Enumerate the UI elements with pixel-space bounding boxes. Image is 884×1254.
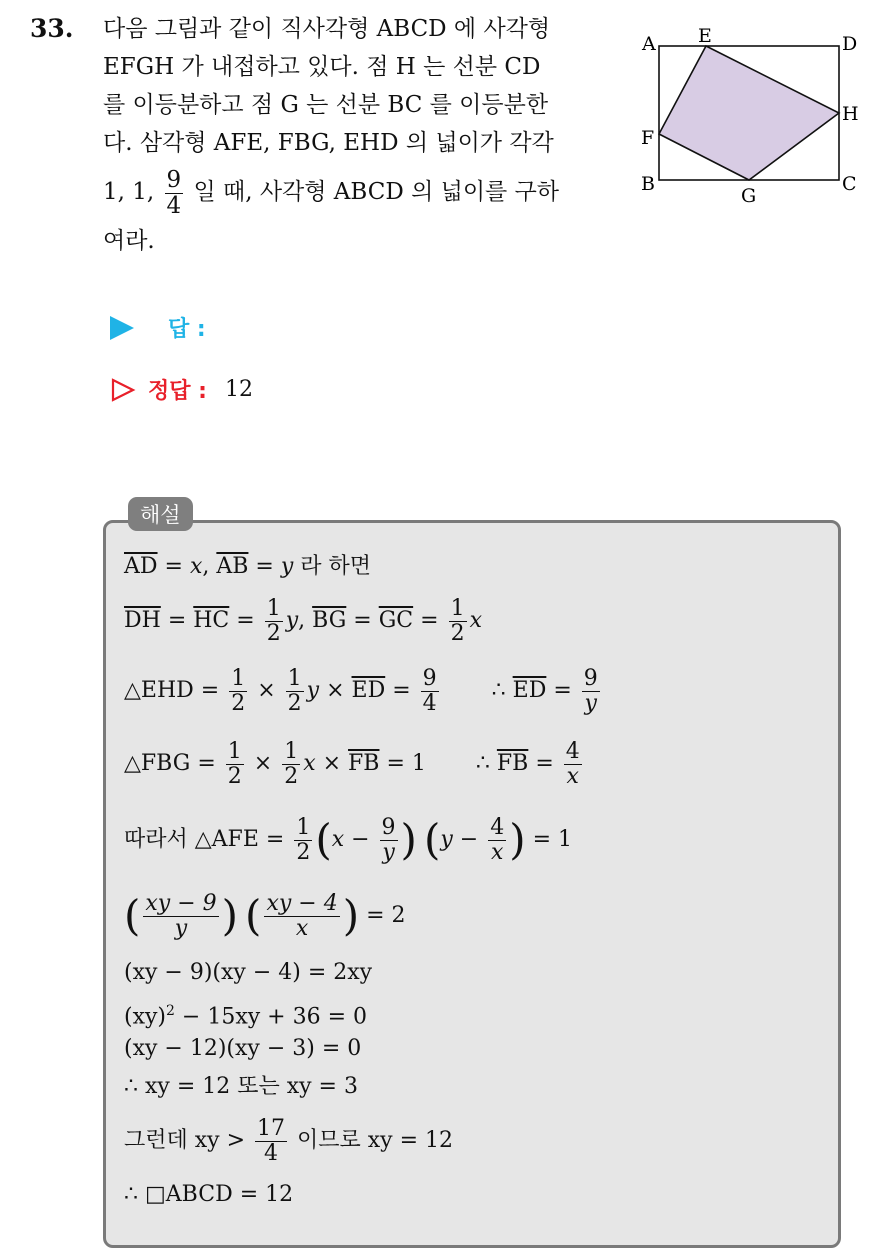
numerator: 4 bbox=[565, 739, 580, 765]
denominator: y bbox=[382, 839, 395, 865]
numerator: 9 bbox=[381, 815, 396, 841]
fraction bbox=[488, 816, 506, 863]
segment-dh: $\overline{DH}$ bbox=[124, 608, 161, 633]
denominator: 2 bbox=[296, 839, 311, 865]
equals: = bbox=[385, 678, 418, 703]
fraction bbox=[564, 740, 582, 787]
text: 이므로 xy = 12 bbox=[290, 1128, 454, 1153]
paren: ) bbox=[342, 891, 360, 940]
solution-line-10: ∴ xy = 12 또는 xy = 3 bbox=[124, 1074, 358, 1099]
text: (xy) bbox=[124, 1004, 167, 1030]
numerator: 17 bbox=[257, 1116, 286, 1142]
numerator: 4 bbox=[490, 815, 505, 841]
solution-line-9: (xy − 12)(xy − 3) = 0 bbox=[124, 1036, 362, 1061]
correct-answer-row bbox=[110, 374, 253, 405]
question-line: 여라. bbox=[103, 228, 155, 254]
fraction bbox=[449, 597, 467, 644]
segment-ed: $\overline{ED}$ bbox=[512, 678, 547, 703]
denominator: 2 bbox=[287, 690, 302, 716]
question-line: 다음 그림과 같이 직사각형 ABCD 에 사각형 bbox=[103, 16, 551, 42]
numerator: xy − 4 bbox=[266, 891, 338, 917]
answer-label: 답 : bbox=[168, 317, 206, 342]
label-f: F bbox=[641, 127, 655, 149]
segment-hc: $\overline{HC}$ bbox=[193, 608, 230, 633]
segment-ab: $\overline{AB}$ bbox=[216, 554, 249, 579]
solution-line-5 bbox=[124, 802, 824, 878]
exponent: 2 bbox=[166, 1003, 175, 1019]
triangle-fbg: △FBG = bbox=[124, 751, 223, 776]
var-x: x bbox=[189, 554, 203, 579]
solution-line-2 bbox=[124, 586, 824, 656]
equals: = bbox=[413, 608, 446, 633]
times: × bbox=[250, 678, 283, 703]
numerator: 1 bbox=[284, 739, 299, 765]
label-b: B bbox=[641, 173, 655, 195]
paren: ) bbox=[509, 815, 526, 864]
solution-line-11 bbox=[124, 1106, 824, 1176]
denominator: 2 bbox=[227, 763, 242, 789]
denominator: 2 bbox=[231, 690, 246, 716]
var-y: y bbox=[440, 827, 453, 852]
therefore: ∴ bbox=[491, 678, 513, 703]
fraction bbox=[286, 667, 304, 714]
numerator: 9 bbox=[583, 666, 598, 692]
fraction bbox=[229, 667, 247, 714]
therefore: ∴ bbox=[475, 751, 497, 776]
equals: = bbox=[229, 608, 262, 633]
comma: , bbox=[298, 608, 313, 633]
denominator: x bbox=[490, 839, 504, 865]
segment-fb: $\overline{FB}$ bbox=[348, 751, 380, 776]
solution-line-7: (xy − 9)(xy − 4) = 2xy bbox=[124, 960, 373, 985]
fraction bbox=[380, 816, 398, 863]
denominator: 4 bbox=[264, 1140, 279, 1166]
paren: ) bbox=[221, 891, 239, 940]
paren: ) bbox=[400, 815, 417, 864]
denominator: y bbox=[174, 915, 188, 941]
times: × bbox=[246, 751, 280, 776]
outline-triangle-icon bbox=[110, 377, 136, 403]
rectangle-figure bbox=[636, 20, 866, 210]
equals: = bbox=[346, 608, 379, 633]
fraction bbox=[143, 892, 218, 939]
denominator: 4 bbox=[422, 690, 437, 716]
label-c: C bbox=[842, 173, 857, 195]
text: 그런데 xy > bbox=[124, 1128, 253, 1153]
var-y: y bbox=[285, 608, 299, 633]
numerator: 1 bbox=[450, 596, 465, 622]
question-line bbox=[103, 162, 623, 222]
label-h: H bbox=[842, 103, 859, 125]
fraction-nine-quarters bbox=[165, 168, 184, 217]
equals-two: = 2 bbox=[359, 903, 406, 928]
comma: , bbox=[202, 554, 217, 579]
fraction bbox=[226, 740, 244, 787]
equals: = bbox=[248, 554, 281, 579]
fraction bbox=[264, 892, 339, 939]
question-number: 33. bbox=[30, 14, 74, 43]
times: × bbox=[319, 678, 352, 703]
solution-body bbox=[124, 548, 824, 1214]
solution-line-1 bbox=[124, 548, 824, 586]
fraction bbox=[282, 740, 300, 787]
label-d: D bbox=[842, 33, 858, 55]
var-x: x bbox=[331, 827, 345, 852]
equals-one: = 1 bbox=[525, 827, 572, 852]
fraction bbox=[255, 1117, 287, 1164]
label-a: A bbox=[642, 33, 656, 55]
denominator: 2 bbox=[450, 620, 465, 646]
question-text bbox=[103, 10, 623, 260]
fraction bbox=[294, 816, 312, 863]
question-suffix: 일 때, 사각형 ABCD 의 넓이를 구하 bbox=[193, 179, 560, 205]
numerator: 1 bbox=[231, 666, 246, 692]
fraction bbox=[582, 667, 600, 714]
segment-fb: $\overline{FB}$ bbox=[496, 751, 529, 776]
area-values: 1, 1, bbox=[103, 179, 155, 205]
fraction bbox=[421, 667, 439, 714]
label-e: E bbox=[698, 25, 712, 47]
solution-line-6 bbox=[124, 878, 824, 954]
segment-ad: $\overline{AD}$ bbox=[124, 554, 158, 579]
label-g: G bbox=[741, 185, 757, 207]
question-line: 를 이등분하고 점 G 는 선분 BC 를 이등분한 bbox=[103, 92, 549, 118]
question-line: EFGH 가 내접하고 있다. 점 H 는 선분 CD bbox=[103, 54, 541, 80]
fraction bbox=[265, 597, 283, 644]
var-y: y bbox=[280, 554, 294, 579]
numerator: 9 bbox=[422, 666, 437, 692]
var-y: y bbox=[306, 678, 320, 703]
correct-answer-value: 12 bbox=[224, 377, 253, 402]
question-line: 다. 삼각형 AFE, FBG, EHD 의 넓이가 각각 bbox=[103, 130, 554, 156]
denominator: x bbox=[566, 763, 579, 789]
correct-answer-label: 정답 : bbox=[148, 379, 207, 404]
equals: = bbox=[160, 608, 194, 633]
solution-line-4 bbox=[124, 726, 824, 802]
solution-line-12: ∴ □ABCD = 12 bbox=[124, 1182, 294, 1207]
numerator: 1 bbox=[296, 815, 311, 841]
paren: ( bbox=[423, 815, 441, 864]
paren: ( bbox=[124, 891, 141, 940]
minus: − bbox=[452, 827, 486, 852]
numerator: 1 bbox=[266, 596, 281, 622]
denominator: x bbox=[295, 915, 309, 941]
solution-tab: 해설 bbox=[128, 497, 193, 531]
triangle-ehd: △EHD = bbox=[124, 678, 227, 703]
segment-gc: $\overline{GC}$ bbox=[378, 608, 414, 633]
solution-line-8 bbox=[124, 992, 824, 1030]
paren: ( bbox=[245, 891, 262, 940]
equals: = bbox=[546, 678, 579, 703]
denominator: y bbox=[584, 690, 597, 716]
numerator: 1 bbox=[227, 739, 242, 765]
numerator: 9 bbox=[166, 167, 182, 194]
equals: = bbox=[157, 554, 190, 579]
denominator: 2 bbox=[284, 763, 299, 789]
answer-row bbox=[110, 312, 206, 343]
numerator: 1 bbox=[287, 666, 302, 692]
equals-one: = 1 bbox=[379, 751, 426, 776]
solution-line-3 bbox=[124, 656, 824, 726]
quadrilateral-efgh bbox=[659, 46, 839, 180]
text: 따라서 △AFE = bbox=[124, 827, 292, 852]
denominator: 4 bbox=[166, 192, 182, 219]
numerator: xy − 9 bbox=[145, 891, 217, 917]
var-x: x bbox=[303, 751, 316, 776]
text: − 15xy + 36 = 0 bbox=[174, 1004, 368, 1030]
denominator: 2 bbox=[266, 620, 281, 646]
paren: ( bbox=[315, 815, 332, 864]
var-x: x bbox=[469, 608, 482, 633]
segment-bg: $\overline{BG}$ bbox=[312, 608, 347, 633]
text: 라 하면 bbox=[293, 554, 372, 579]
play-triangle-icon bbox=[110, 316, 134, 340]
minus: − bbox=[344, 827, 377, 852]
segment-ed: $\overline{ED}$ bbox=[351, 678, 386, 703]
times: × bbox=[315, 751, 349, 776]
equals: = bbox=[528, 751, 561, 776]
